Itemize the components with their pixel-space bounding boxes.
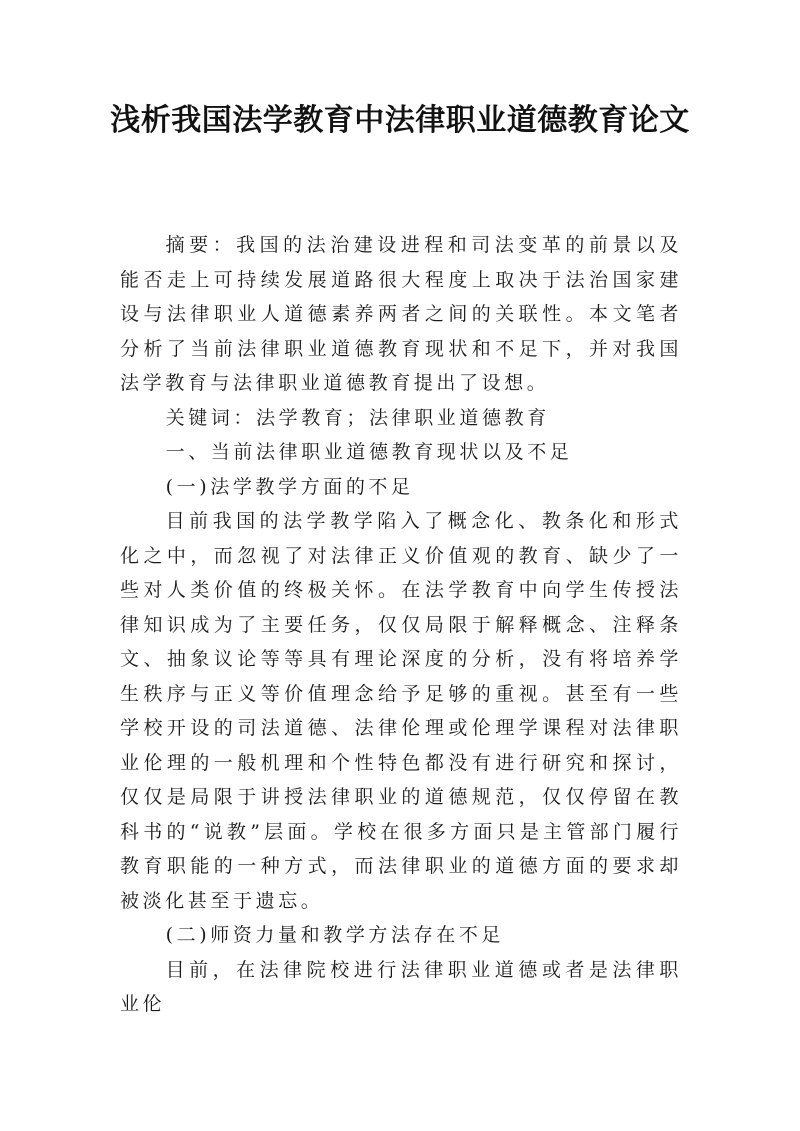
- document-body: [120, 228, 682, 1022]
- document-title: 浅析我国法学教育中法律职业道德教育论文: [110, 103, 690, 138]
- body-paragraph-1: 目前我国的法学教学陷入了概念化、教条化和形式化之中，而忽视了对法律正义价值观的教育、缺少了一些对人类价值的终极关怀。在法学教育中向学生传授法律知识成为了主要任务，仅仅局限于解释概念、注释条文、抽象议论等等具有理论深度的分析，没有将培养学生秩序与正义等价值理念给予足够的重视。甚至有一些学校开设的司法道德、法律伦理或伦理学课程对法律职业伦理的一般机理和个性特色都没有进行研究和探讨，仅仅是局限于讲授法律职业的道德规范，仅仅停留在教科书的“说教”层面。学校在很多方面只是主管部门履行教育职能的一种方式，而法律职业的道德方面的要求却被淡化甚至于遗忘。: [120, 510, 682, 912]
- body-paragraph-2: 目前，在法律院校进行法律职业道德或者是法律职业伦: [120, 958, 682, 1015]
- subsection-heading-1: (一)法学教学方面的不足: [165, 475, 414, 498]
- keywords-paragraph: 关键词：法学教育；法律职业道德教育: [165, 406, 550, 429]
- section-heading-1: 一、当前法律职业道德教育现状以及不足: [165, 441, 573, 463]
- subsection-heading-2: (二)师资力量和教学方法存在不足: [165, 924, 505, 946]
- abstract-paragraph: 摘要：我国的法治建设进程和司法变革的前景以及能否走上可持续发展道路很大程度上取决于法治国家建设与法律职业人道德素养两者之间的关联性。本文笔者分析了当前法律职业道德教育现状和不足下，并对我国法学教育与法律职业道德教育提出了设想。: [120, 234, 682, 394]
